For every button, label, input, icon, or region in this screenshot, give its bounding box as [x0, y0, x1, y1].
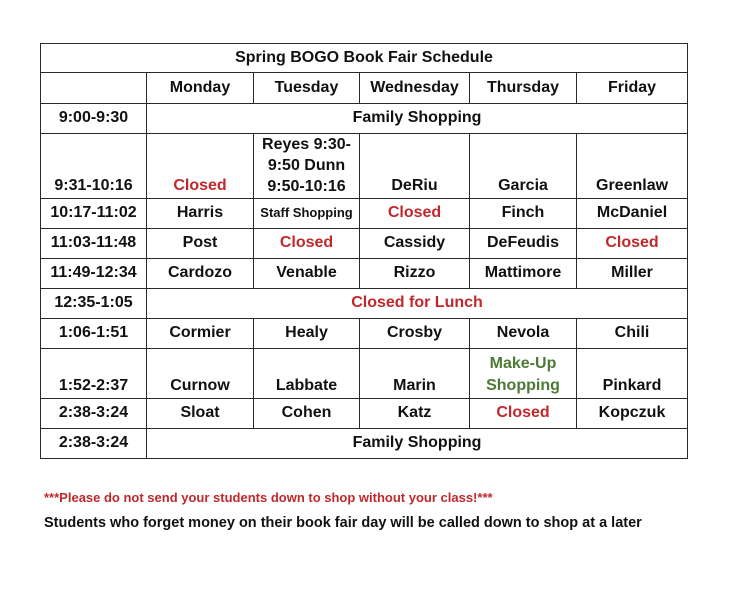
- schedule-cell: Curnow: [147, 349, 254, 399]
- schedule-cell: Miller: [577, 259, 688, 289]
- schedule-cell: DeRiu: [360, 134, 470, 199]
- schedule-cell: McDaniel: [577, 199, 688, 229]
- schedule-cell: Reyes 9:30-9:50 Dunn 9:50-10:16: [254, 134, 360, 199]
- schedule-cell: Kopczuk: [577, 399, 688, 429]
- schedule-cell: Sloat: [147, 399, 254, 429]
- schedule-cell: Cormier: [147, 319, 254, 349]
- time-slot: 2:38-3:24: [41, 399, 147, 429]
- schedule-cell: Cassidy: [360, 229, 470, 259]
- schedule-cell: Post: [147, 229, 254, 259]
- schedule-title: Spring BOGO Book Fair Schedule: [41, 44, 688, 73]
- schedule-cell: Closed: [254, 229, 360, 259]
- day-header: Tuesday: [254, 73, 360, 104]
- family-shopping-banner: Family Shopping: [147, 429, 688, 459]
- schedule-cell: DeFeudis: [470, 229, 577, 259]
- schedule-cell: Chili: [577, 319, 688, 349]
- schedule-cell: Rizzo: [360, 259, 470, 289]
- schedule-cell: Closed: [360, 199, 470, 229]
- table-row: [41, 289, 688, 319]
- schedule-cell: Nevola: [470, 319, 577, 349]
- lunch-closed-banner: Closed for Lunch: [147, 289, 688, 319]
- schedule-cell: Staff Shopping: [254, 199, 360, 229]
- time-slot: 12:35-1:05: [41, 289, 147, 319]
- table-row: [41, 259, 688, 289]
- schedule-cell: Mattimore: [470, 259, 577, 289]
- notes: [44, 490, 642, 531]
- table-row: [41, 319, 688, 349]
- time-slot: 11:49-12:34: [41, 259, 147, 289]
- time-slot: 1:06-1:51: [41, 319, 147, 349]
- table-row: [41, 134, 688, 199]
- schedule-cell: Katz: [360, 399, 470, 429]
- class-warning-note: ***Please do not send your students down to shop without your class!***: [44, 490, 493, 505]
- header-corner: [41, 73, 147, 104]
- day-header: Friday: [577, 73, 688, 104]
- schedule-cell: Finch: [470, 199, 577, 229]
- time-slot: 9:00-9:30: [41, 104, 147, 134]
- schedule-cell: Closed: [147, 134, 254, 199]
- table-row: [41, 349, 688, 399]
- schedule-cell: Cohen: [254, 399, 360, 429]
- schedule-cell: Garcia: [470, 134, 577, 199]
- schedule-cell: Make-Up Shopping: [470, 349, 577, 399]
- table-row: [41, 199, 688, 229]
- time-slot: 9:31-10:16: [41, 134, 147, 199]
- table-row: [41, 429, 688, 459]
- schedule-cell: Harris: [147, 199, 254, 229]
- table-row: [41, 229, 688, 259]
- schedule-cell: Closed: [470, 399, 577, 429]
- schedule-cell: Closed: [577, 229, 688, 259]
- schedule-cell: Healy: [254, 319, 360, 349]
- schedule-cell: Cardozo: [147, 259, 254, 289]
- time-slot: 1:52-2:37: [41, 349, 147, 399]
- schedule-cell: Venable: [254, 259, 360, 289]
- day-header: Thursday: [470, 73, 577, 104]
- day-header: Monday: [147, 73, 254, 104]
- schedule-cell: Pinkard: [577, 349, 688, 399]
- time-slot: 2:38-3:24: [41, 429, 147, 459]
- table-row: [41, 104, 688, 134]
- schedule-cell: Marin: [360, 349, 470, 399]
- schedule-cell: Greenlaw: [577, 134, 688, 199]
- schedule-cell: Crosby: [360, 319, 470, 349]
- header-row: [41, 73, 688, 104]
- schedule-cell: Labbate: [254, 349, 360, 399]
- family-shopping-banner: Family Shopping: [147, 104, 688, 134]
- day-header: Wednesday: [360, 73, 470, 104]
- time-slot: 11:03-11:48: [41, 229, 147, 259]
- time-slot: 10:17-11:02: [41, 199, 147, 229]
- table-row: [41, 399, 688, 429]
- money-info-note: Students who forget money on their book fair day will be called down to shop at a later: [44, 515, 642, 531]
- schedule-table: [40, 43, 688, 459]
